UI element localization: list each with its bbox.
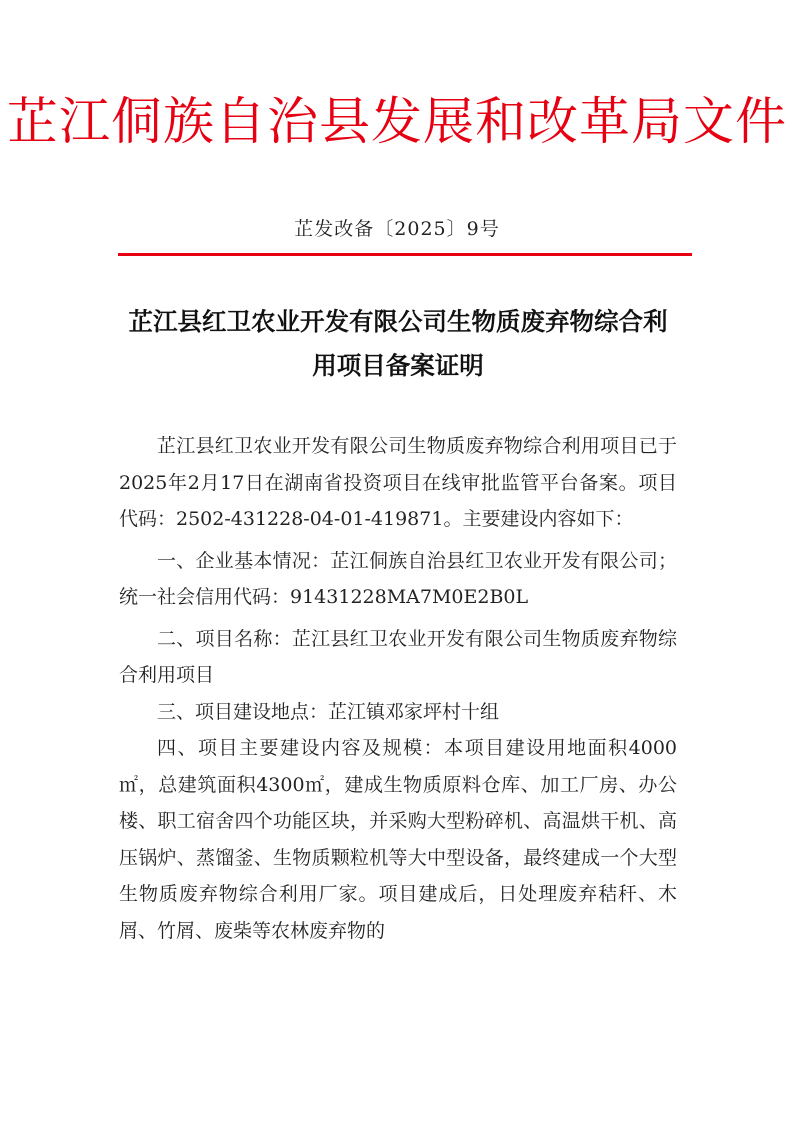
- paragraph-intro: 芷江县红卫农业开发有限公司生物质废弃物综合利用项目已于2025年2月17日在湖南省投资项目在线审批监管平台备案。项目代码：2502-431228-04-01-419871。主要建设内容如下：: [119, 435, 677, 530]
- paragraph-project-location: 三、项目建设地点：芷江镇邓家坪村十组: [157, 700, 500, 723]
- document-title: 芷江县红卫农业开发有限公司生物质废弃物综合利用项目备案证明: [128, 307, 668, 380]
- paragraph-project-name: 二、项目名称：芷江县红卫农业开发有限公司生物质废弃物综合利用项目: [119, 627, 677, 686]
- paragraph-enterprise-info: 一、企业基本情况：芷江侗族自治县红卫农业开发有限公司；统一社会信用代码：91431228MA7M0E2B0L: [119, 549, 677, 608]
- document-header-title: 芷江侗族自治县发展和改革局文件: [6, 93, 787, 152]
- paragraph-project-scope: 四、项目主要建设内容及规模：本项目建设用地面积4000㎡，总建筑面积4300㎡，建成生物质原料仓库、加工厂房、办公楼、职工宿舍四个功能区块，并采购大型粉碎机、高温烘干机、高压锅炉、蒸馏釜、生物质颗粒机等大中型设备，最终建成一个大型生物质废弃物综合利用厂家。项目建成后，日处理废弃秸秆、木屑、竹屑、废柴等农林废弃物的: [119, 737, 677, 942]
- header-divider-line: [118, 253, 692, 256]
- document-body: [119, 428, 677, 949]
- document-number: 芷发改备〔2025〕9号: [294, 218, 500, 240]
